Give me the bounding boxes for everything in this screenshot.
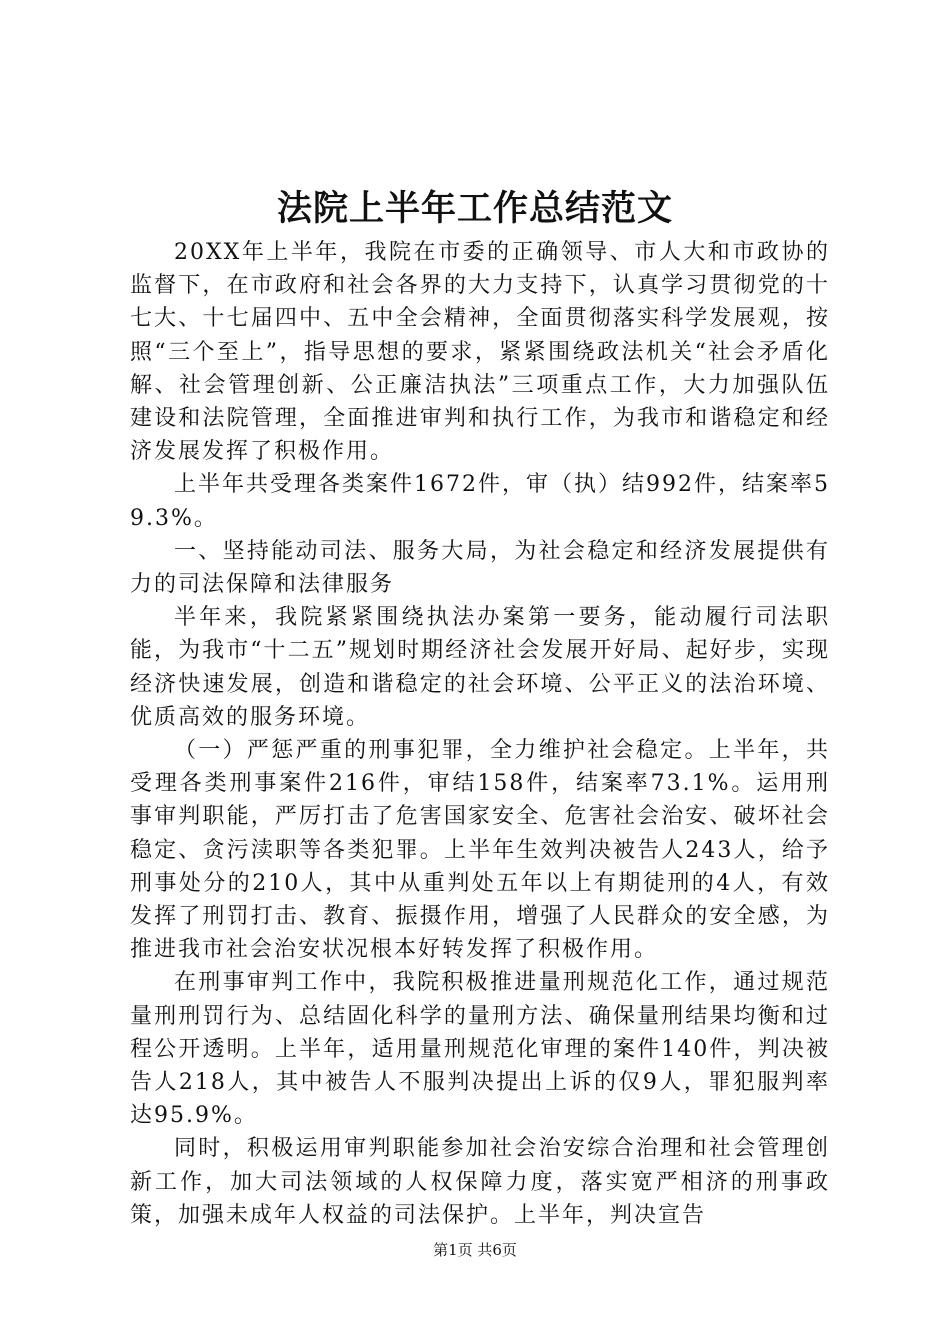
page-footer: 第1页 共6页 [433,1241,517,1259]
paragraph-case-summary: 上半年共受理各类案件1672件，审（执）结992件，结案率59.3%。 [130,472,830,531]
paragraph-criminal: （一）严惩严重的刑事犯罪，全力维护社会稳定。上半年，共受理各类刑事案件216件，审结158件，结案率73.1%。运用刑事审判职能，严厉打击了危害国家安全、危害社会治安、破坏社会稳定、贪污渎职等各类犯罪。上半年生效判决被告人243人，给予刑事处分的210人，其中从重判处五年以上有期徒刑的4人，有效发挥了刑罚打击、教育、振摄作用，增强了人民群众的安全感，为推进我市社会治安状况根本好转发挥了积极作用。 [130,738,830,963]
paragraph-half-year: 半年来，我院紧紧围绕执法办案第一要务，能动履行司法职能，为我市“十二五”规划时期经济社会发展开好局、起好步，实现经济快速发展，创造和谐稳定的社会环境、公平正义的法治环境、优质高效的服务环境。 [130,605,830,730]
paragraph-sentencing: 在刑事审判工作中，我院积极推进量刑规范化工作，通过规范量刑刑罚行为、总结固化科学的量刑方法、确保量刑结果均衡和过程公开透明。上半年，适用量刑规范化审理的案件140件，判决被告人218人，其中被告人不服判决提出上诉的仅9人，罪犯服判率达95.9%。 [130,970,830,1129]
paragraph-intro: 20XX年上半年，我院在市委的正确领导、市人大和市政协的监督下，在市政府和社会各界的大力支持下，认真学习贯彻党的十七大、十七届四中、五中全会精神，全面贯彻落实科学发展观，按照“三个至上”，指导思想的要求，紧紧围绕政法机关“社会矛盾化解、社会管理创新、公正廉洁执法”三项重点工作，大力加强队伍建设和法院管理，全面推进审判和执行工作，为我市和谐稳定和经济发展发挥了积极作用。 [130,240,830,465]
document-title: 法院上半年工作总结范文 [276,188,673,229]
document-body [130,236,830,1232]
section-heading-1: 一、坚持能动司法、服务大局，为社会稳定和经济发展提供有力的司法保障和法律服务 [130,538,830,598]
paragraph-social-management: 同时，积极运用审判职能参加社会治安综合治理和社会管理创新工作，加大司法领域的人权保障力度，落实宽严相济的刑事政策，加强未成年人权益的司法保护。上半年，判决宣告 [130,1136,830,1228]
